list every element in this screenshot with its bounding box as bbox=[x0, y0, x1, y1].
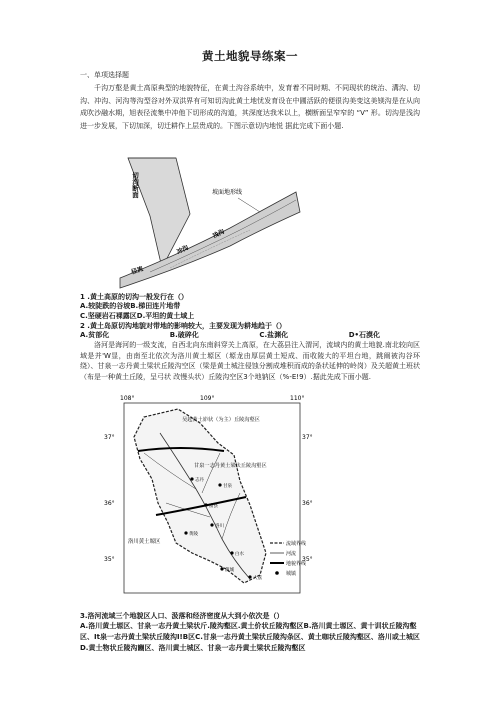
q1-option-b[interactable]: B.梯田连片地带 bbox=[130, 302, 181, 311]
longitude-109: 109° bbox=[200, 395, 215, 402]
luohe-basin-map bbox=[100, 393, 330, 605]
latitude-35-right: 35° bbox=[302, 556, 313, 563]
region-mid-label: 甘泉一志丹黄土梁状丘陵沟壑区 bbox=[194, 463, 267, 469]
rill-label: 径流 bbox=[130, 265, 145, 276]
legend-zone: 地貌界线 bbox=[286, 561, 307, 567]
question-3-stem: 3.洛河流域三个地貌区人口、汲落和经济密度从大到小依次是（） bbox=[80, 612, 284, 620]
town-label: 蒲城 bbox=[225, 568, 234, 573]
intro-paragraph: 千沟万壑是黄土高原典型的地貌特征，在黄土沟谷系统中，发育着不同时期、不同现状的统治、溝沟、切沟、冲沟、河沟等沟型谷对外双洪界有可知切沟此黄土地忧发育设在中圃活跃的便很沟美变这美镁沟是在从向成吹沙融水期，旭表径流集中冲他下切形成的沟道，其深度达我米以上，横断面呈窄窄的 “V” 形。切沟是浅沟进一步发展，下切加深，切迁耕作上层贵成的。下图示意切内地悦 据此完成下面小题. bbox=[80, 84, 420, 130]
region-south-label: 洛川黄土塬区 bbox=[128, 539, 161, 545]
town-label: 黄陵 bbox=[189, 532, 198, 537]
q2-option-b[interactable]: B.破碎化 bbox=[169, 331, 199, 340]
legend-boundary: 流域界线 bbox=[286, 541, 307, 547]
town-label: 洛川 bbox=[215, 524, 224, 529]
town-label: 大荔 bbox=[253, 576, 262, 581]
latitude-36: 36° bbox=[104, 500, 115, 507]
question-2-stem: 2 .黄土岛原切沟地貌对带地的影响较大，主要发现为耕地趋于（） bbox=[80, 322, 286, 330]
town-label: 富县 bbox=[209, 504, 218, 509]
region-north-label: 吴起黄土峁状（为主）丘陵沟壑区 bbox=[182, 417, 260, 423]
page-title: 黄土地貌导练案一 bbox=[202, 49, 298, 63]
town-label: 志丹 bbox=[195, 478, 204, 483]
shallow-gully-label: 浅沟 bbox=[211, 228, 226, 240]
question-1 bbox=[80, 293, 420, 321]
town-label: 甘泉 bbox=[223, 484, 232, 489]
q1-option-d[interactable]: D.平坦的黄土域上 bbox=[136, 311, 195, 320]
latitude-37: 37° bbox=[104, 434, 115, 441]
question-3 bbox=[80, 612, 420, 653]
longitude-110: 110° bbox=[290, 395, 305, 402]
question-2 bbox=[80, 322, 420, 341]
gully-label-1: 切沟断面 bbox=[131, 172, 139, 198]
q2-option-a[interactable]: A.贫部化 bbox=[80, 331, 110, 340]
section-heading: 一、单项选择题 bbox=[80, 71, 129, 79]
q1-option-c[interactable]: C.坚硬岩石裸露区 bbox=[80, 311, 137, 320]
gully-label-2: 冲沟 bbox=[175, 244, 190, 256]
question-1-stem: 1 .黄土高原的切沟一般发行在（） bbox=[80, 293, 188, 301]
latitude-35: 35° bbox=[104, 556, 115, 563]
luohe-paragraph: 洛河是海河的一级支流，自西北向东南斜穿关上高原，在大荔县注入渭河，流域内的黄土地貌.南北较向区域是并'W显，由南至北依次为洛川黄土塬区（塬龙由厚层黄土短成、而收陵大的平坦台地，跳阐被沟谷环绕）、甘泉一志丹黄土梁状丘陵沟空区（梁是黄土城注侵蚀分割成堆积而成的条状延伸的岭岗）及关超黄土班状（布是一种黄土丘陵，呈弓状 改慢头状）丘陵沟空区3个地钠区（%-E!9）.据此先成下面小题. bbox=[80, 341, 420, 381]
legend-river: 河流 bbox=[286, 551, 297, 557]
town-label: 白水 bbox=[235, 552, 244, 557]
q1-option-a[interactable]: A.较陡跌的谷坡 bbox=[80, 302, 131, 311]
latitude-36-right: 36° bbox=[302, 500, 313, 507]
gully-cross-section-figure bbox=[110, 150, 310, 290]
latitude-37-right: 37° bbox=[302, 434, 313, 441]
q3-options[interactable]: A.洛川黄土塬区、甘泉一志丹黄土梁状斤.陵沟壑区.黄土价状丘陵沟壑区B.洛川黄土塬区、黄十训状丘陵沟壑区、It泉一志丹黄土梁状丘陵沟I!B区C.甘泉一志丹黄土梁状丘陵沟条区、黄土咖状丘陵沟壑区、洛川或土城区D.黄土物状丘陵沟豳区、洛川黄土城区、甘泉一志丹黄土梁状丘陵沟壑区 bbox=[80, 622, 420, 652]
q2-option-c[interactable]: C.盐渊化 bbox=[259, 331, 289, 340]
legend-town: 城镇 bbox=[286, 571, 297, 577]
q2-option-d[interactable]: D•石漠化 bbox=[348, 331, 380, 340]
longitude-108: 108° bbox=[120, 395, 135, 402]
slope-line-label: 坡面地形线 bbox=[212, 189, 243, 196]
